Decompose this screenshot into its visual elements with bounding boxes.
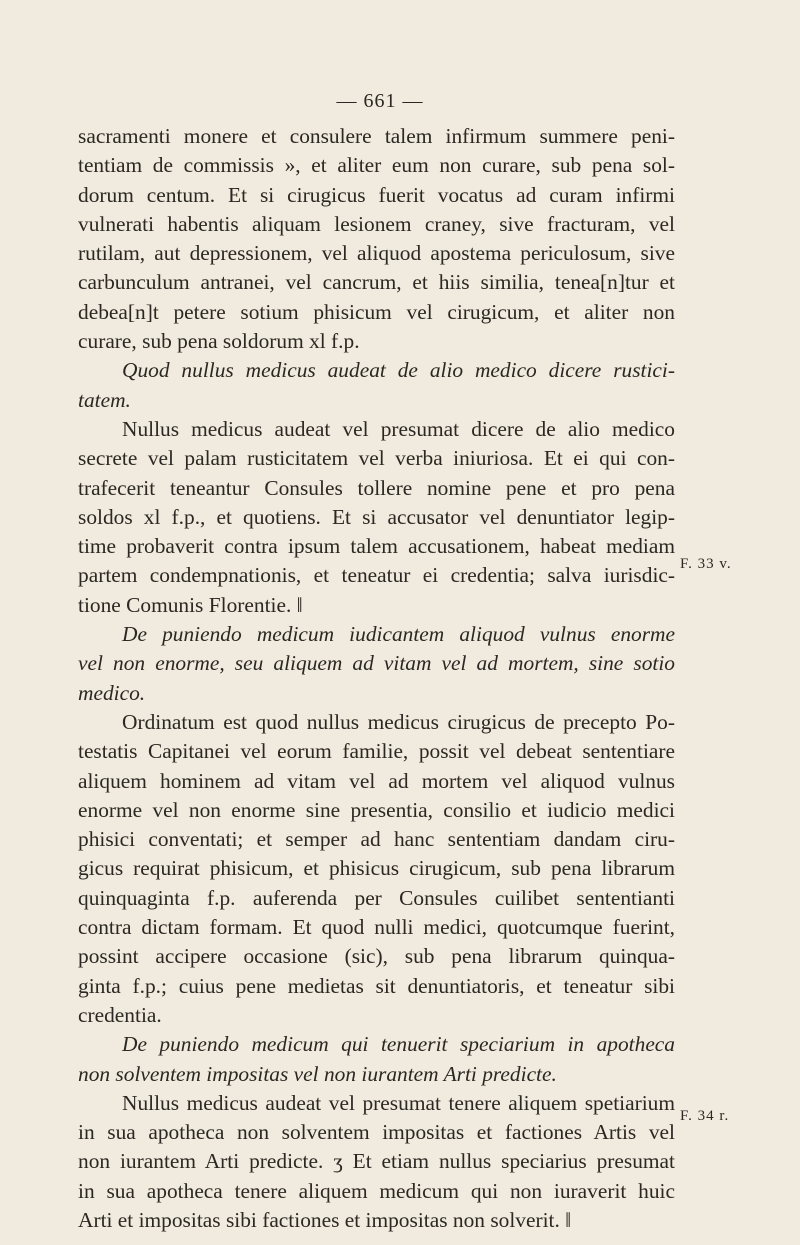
text-line: phisici conventati; et semper ad hanc sententiam dandam ciru- <box>78 827 675 852</box>
text-line: dorum centum. Et si cirugicus fuerit vocatus ad curam infirmi <box>78 182 675 207</box>
text-line: Ordinatum est quod nullus medicus cirugicus de precepto Po- <box>122 709 675 734</box>
text-line: trafecerit teneantur Consules tollere nomine pene et pro pena <box>78 475 675 500</box>
text-line: quinquaginta f.p. auferenda per Consules cuilibet sententianti <box>78 885 675 910</box>
section-heading-line: medico. <box>78 680 146 705</box>
text-line: credentia. <box>78 1002 162 1027</box>
margin-folio-note: F. 34 r. <box>680 1108 730 1124</box>
text-line: possint accipere occasione (sic), sub pena librarum quinqua- <box>78 944 675 969</box>
page-number: — 661 — <box>336 90 424 112</box>
section-heading-line: Quod nullus medicus audeat de alio medico dicere rustici- <box>122 358 675 383</box>
text-line: ginta f.p.; cuius pene medietas sit denuntiatoris, et teneatur sibi <box>78 973 675 998</box>
text-line: carbunculum antranei, vel cancrum, et hiis similia, tenea[n]tur et <box>78 270 675 295</box>
text-line: testatis Capitanei vel eorum familie, possit vel debeat sententiare <box>78 739 675 764</box>
text-line: contra dictam formam. Et quod nulli medici, quotcumque fuerint, <box>78 915 675 940</box>
margin-folio-note: F. 33 v. <box>680 556 732 572</box>
text-line: vulnerati habentis aliquam lesionem craney, sive fracturam, vel <box>78 211 675 236</box>
text-line: curare, sub pena soldorum xl f.p. <box>78 329 360 354</box>
section-heading-line: De puniendo medicum qui tenuerit speciarium in apotheca <box>122 1032 675 1057</box>
text-line: non iurantem Arti predicte. ʒ Et etiam nullus speciarius presumat <box>78 1149 675 1174</box>
section-heading-line: vel non enorme, seu aliquem ad vitam vel ad mortem, sine sotio <box>78 651 675 676</box>
body-text <box>78 122 675 1235</box>
text-line: time probaverit contra ipsum talem accusationem, habeat mediam <box>78 534 675 559</box>
text-line: gicus requirat phisicum, et phisicus cirugicum, sub pena librarum <box>78 856 675 881</box>
text-line: aliquem hominem ad vitam vel ad mortem vel aliquod vulnus <box>78 768 675 793</box>
text-line: tione Comunis Florentie. ‖ <box>78 592 303 617</box>
section-heading-line: non solventem impositas vel non iurantem Arti predicte. <box>78 1061 557 1086</box>
text-line: in sua apotheca non solventem impositas et factiones Artis vel <box>78 1120 675 1145</box>
text-line: partem condempnationis, et teneatur ei credentia; salva iurisdic- <box>78 563 675 588</box>
section-heading-line: De puniendo medicum iudicantem aliquod vulnus enorme <box>122 622 675 647</box>
section-heading-line: tatem. <box>78 387 131 412</box>
text-line: rutilam, aut depressionem, vel aliquod apostema periculosum, sive <box>78 241 675 266</box>
text-line: Nullus medicus audeat vel presumat tenere aliquem spetiarium <box>122 1090 675 1115</box>
text-line: secrete vel palam rusticitatem vel verba iniuriosa. Et ei qui con- <box>78 446 675 471</box>
text-line: soldos xl f.p., et quotiens. Et si accusator vel denuntiator legip- <box>78 504 675 529</box>
text-line: tentiam de commissis », et aliter eum non curare, sub pena sol- <box>78 153 675 178</box>
text-line: Arti et impositas sibi factiones et impositas non solverit. ‖ <box>78 1207 572 1232</box>
text-line: enorme vel non enorme sine presentia, consilio et iudicio medici <box>78 797 675 822</box>
text-line: debea[n]t petere sotium phisicum vel cirugicum, et aliter non <box>78 299 675 324</box>
text-line: in sua apotheca tenere aliquem medicum qui non iuraverit huic <box>78 1178 675 1203</box>
text-line: Nullus medicus audeat vel presumat dicere de alio medico <box>122 416 675 441</box>
text-line: sacramenti monere et consulere talem infirmum summere peni- <box>78 124 675 148</box>
